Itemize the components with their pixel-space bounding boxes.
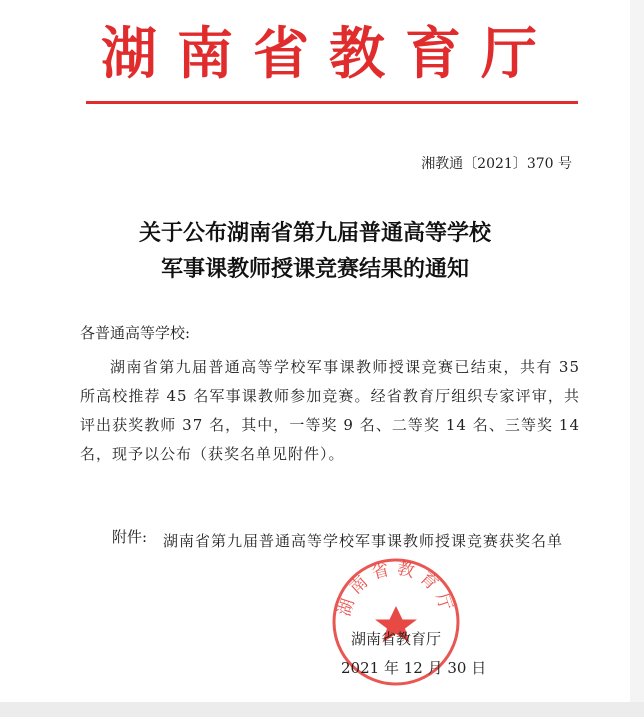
- masthead-red-rule: [86, 101, 578, 104]
- masthead-title: 湖南省教育厅: [101, 21, 557, 87]
- issue-date: 2021 年 12 月 30 日: [341, 659, 487, 677]
- attachment-label: 附件:: [112, 528, 148, 546]
- page-bottom-margin: [0, 702, 644, 717]
- issuer-name: 湖南省教育厅: [351, 630, 442, 648]
- body-paragraph: 湖南省第九届普通高等学校军事课教师授课竞赛已结束，共有 35 所高校推荐 45 名军事课教师参加竞赛。经省教育厅组织专家评审，共评出获奖教师 37 名，其中，一等奖 9 名、二等奖 14 名、三等奖 14 名，现予以公布（获奖名单见附件）。: [80, 358, 580, 463]
- document-title-line1: 关于公布湖南省第九届普通高等学校: [138, 220, 491, 246]
- scrollbar-track[interactable]: [630, 0, 644, 717]
- attachment-text: 湖南省第九届普通高等学校军事课教师授课竞赛获奖名单: [163, 532, 564, 550]
- document-number: 湘教通〔2021〕370 号: [421, 156, 572, 172]
- document-title-line2: 军事课教师授课竞赛结果的通知: [160, 256, 469, 282]
- salutation: 各普通高等学校:: [80, 324, 191, 342]
- seal-arc-text: 湖南省教育厅: [334, 558, 458, 619]
